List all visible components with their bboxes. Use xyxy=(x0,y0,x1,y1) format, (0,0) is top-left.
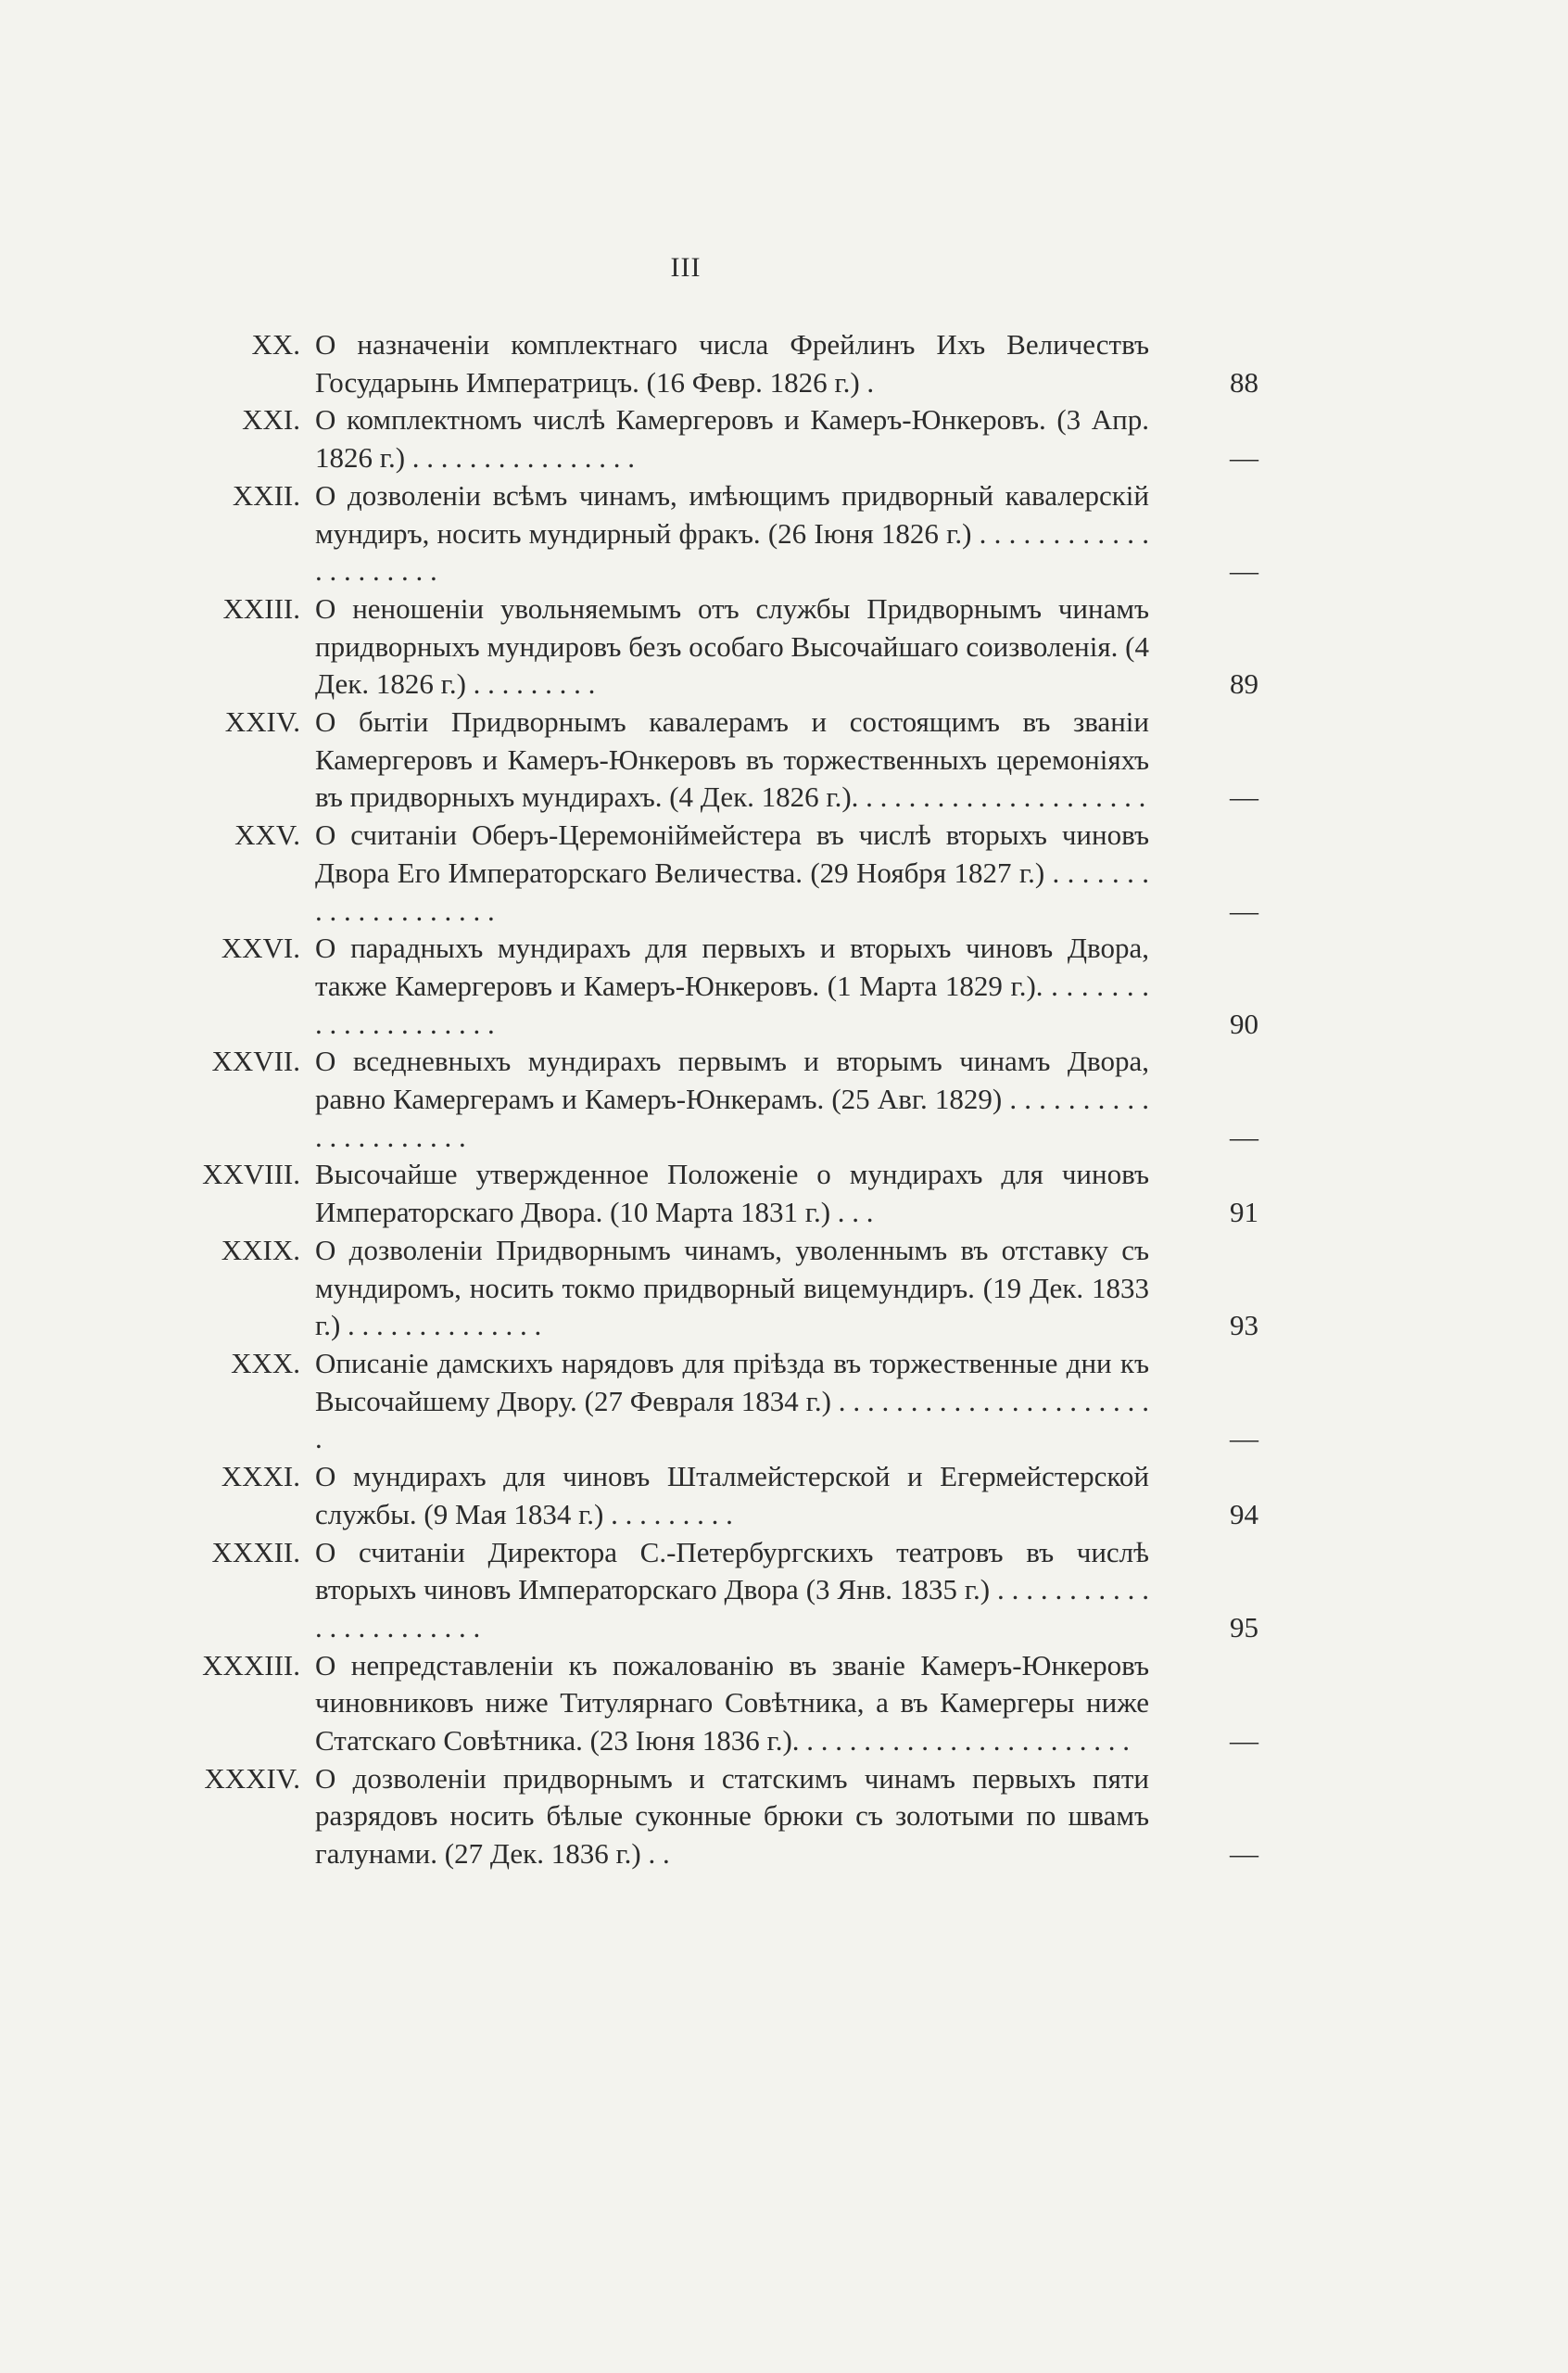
toc-entry xyxy=(0,1232,1568,1345)
entry-number: XXX. xyxy=(231,1346,300,1379)
entry-page: — xyxy=(1230,554,1258,588)
entry-page: — xyxy=(1230,780,1258,814)
entry-title: О назначеніи комплектнаго числа Фрейлинъ Ихъ Величествъ Государынь Императрицъ. (16 Февр. 1826 г.) . xyxy=(315,328,1149,399)
toc-entry xyxy=(0,704,1568,817)
entry-title: О дозволеніи всѣмъ чинамъ, имѣющимъ придворный кавалерскій мундиръ, носить мундирный фракъ. (26 Іюня 1826 г.) . . . . . . . . . . . . . . . . . . . . . xyxy=(315,478,1149,588)
entry-page: 91 xyxy=(1230,1196,1258,1229)
toc-entry xyxy=(0,477,1568,590)
entry-number: XXXIII. xyxy=(202,1648,300,1681)
toc-entry xyxy=(0,1345,1568,1458)
entry-page: 93 xyxy=(1230,1309,1258,1342)
entry-number: XXXI. xyxy=(221,1460,300,1493)
entry-title: О считаніи Оберъ-Церемоніймейстера въ числѣ вторыхъ чиновъ Двора Его Императорскаго Величества. (29 Ноября 1827 г.) . . . . . . . . . . . . . . . . . . . . xyxy=(315,818,1149,927)
toc-entry xyxy=(0,1534,1568,1647)
entry-page: 95 xyxy=(1230,1610,1258,1643)
entry-page: 88 xyxy=(1230,365,1258,399)
entry-title: О дозволеніи Придворнымъ чинамъ, уволеннымъ въ отставку съ мундиромъ, носить токмо придворный вицемундиръ. (19 Дек. 1833 г.) . . . . . . . . . . . . . . xyxy=(315,1233,1149,1342)
entry-page: 90 xyxy=(1230,1007,1258,1040)
entry-page: 89 xyxy=(1230,667,1258,701)
entry-title: О вседневныхъ мундирахъ первымъ и вторымъ чинамъ Двора, равно Камергерамъ и Камеръ-Юнкерамъ. (25 Авг. 1829) . . . . . . . . . . . . . . . . . . . . . xyxy=(315,1045,1149,1153)
entry-number: XXV. xyxy=(234,818,300,852)
entry-title: О комплектномъ числѣ Камергеровъ и Камеръ-Юнкеровъ. (3 Апр. 1826 г.) . . . . . . . . . . . . . . . . xyxy=(315,403,1149,475)
entry-number: XXXIV. xyxy=(204,1761,300,1795)
table-of-contents xyxy=(0,326,1568,1873)
entry-number: XXI. xyxy=(242,403,300,437)
entry-title: О неношеніи увольняемымъ отъ службы Придворнымъ чинамъ придворныхъ мундировъ безъ особаго Высочайшаго соизволенія. (4 Дек. 1826 г.) . . . . . . . . . xyxy=(315,591,1149,701)
entry-page: — xyxy=(1230,1724,1258,1758)
entry-title: Высочайше утвержденное Положеніе о мундирахъ для чиновъ Императорскаго Двора. (10 Марта 1831 г.) . . . xyxy=(315,1158,1149,1229)
entry-title: О считаніи Директора С.-Петербургскихъ театровъ въ числѣ вторыхъ чиновъ Императорскаго Двора (3 Янв. 1835 г.) . . . . . . . . . . . . . . . . . . . . . . . xyxy=(315,1535,1149,1643)
entry-number: XXIX. xyxy=(221,1233,300,1266)
entry-number: XXVI. xyxy=(221,932,300,965)
entry-number: XXVIII. xyxy=(202,1158,300,1191)
toc-entry xyxy=(0,1043,1568,1156)
toc-entry xyxy=(0,326,1568,401)
entry-title: О мундирахъ для чиновъ Шталмейстерской и Егермейстерской службы. (9 Мая 1834 г.) . . . . . . . . . xyxy=(315,1460,1149,1530)
entry-page: — xyxy=(1230,1422,1258,1455)
toc-entry xyxy=(0,930,1568,1043)
entry-page: — xyxy=(1230,1837,1258,1871)
entry-page: 94 xyxy=(1230,1497,1258,1530)
entry-title: О дозволеніи придворнымъ и статскимъ чинамъ первыхъ пяти разрядовъ носить бѣлые суконные брюки съ золотыми по швамъ галунами. (27 Дек. 1836 г.) . . xyxy=(315,1761,1149,1871)
entry-number: XXXII. xyxy=(211,1535,300,1568)
toc-entry xyxy=(0,817,1568,930)
entry-title: О бытіи Придворнымъ кавалерамъ и состоящимъ въ званіи Камергеровъ и Камеръ-Юнкеровъ въ торжественныхъ церемоніяхъ въ придворныхъ мундирахъ. (4 Дек. 1826 г.). . . . . . . . . . . . . . . . . . . . . xyxy=(315,705,1149,814)
entry-title: О непредставленіи къ пожалованію въ званіе Камеръ-Юнкеровъ чиновниковъ ниже Титулярнаго Совѣтника, а въ Камергеры ниже Статскаго Совѣтника. (23 Іюня 1836 г.). . . . . . . . . . . . . . . . . . . . . . . . xyxy=(315,1648,1149,1758)
toc-entry xyxy=(0,1647,1568,1760)
entry-page: — xyxy=(1230,894,1258,927)
entry-title: Описаніе дамскихъ нарядовъ для пріѣзда въ торжественные дни къ Высочайшему Двору. (27 Февраля 1834 г.) . . . . . . . . . . . . . . . . . . . . . . . xyxy=(315,1346,1149,1455)
entry-number: XXIII. xyxy=(222,591,300,625)
toc-entry xyxy=(0,1156,1568,1231)
entry-page: — xyxy=(1230,441,1258,475)
entry-number: XXIV. xyxy=(224,705,300,739)
toc-entry xyxy=(0,590,1568,704)
entry-page: — xyxy=(1230,1120,1258,1153)
entry-number: XXII. xyxy=(232,478,300,512)
toc-entry xyxy=(0,1458,1568,1533)
entry-title: О парадныхъ мундирахъ для первыхъ и вторыхъ чиновъ Двора, также Камергеровъ и Камеръ-Юнкеровъ. (1 Марта 1829 г.). . . . . . . . . . . . . . . . . . . . . xyxy=(315,932,1149,1040)
toc-entry xyxy=(0,401,1568,476)
toc-entry xyxy=(0,1760,1568,1873)
page-number: III xyxy=(670,252,702,283)
entry-number: XX. xyxy=(251,328,300,361)
entry-number: XXVII. xyxy=(211,1045,300,1078)
